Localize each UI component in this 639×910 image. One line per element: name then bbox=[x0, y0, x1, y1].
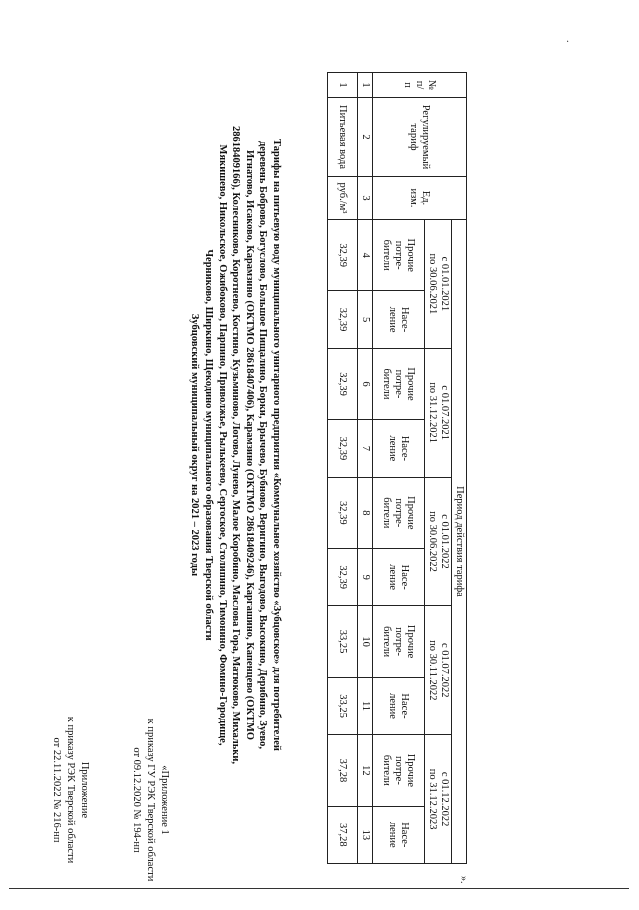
footer-mark: . bbox=[564, 40, 575, 43]
index-cell: 1 bbox=[358, 73, 373, 98]
value-cell: 32,39 bbox=[328, 348, 358, 419]
row-num-cell: 1 bbox=[328, 73, 358, 98]
col-header-tariff: Регулируемый тариф bbox=[373, 98, 467, 177]
table-row bbox=[328, 73, 358, 864]
appendix-quote-header bbox=[129, 690, 171, 910]
appendix-header-line: Приложение bbox=[79, 761, 90, 819]
title-line: деревень Боброво, Богуслово, Большое Пищалино, Борки, Брычево, Бубново, Веригино, Выгодово, Высокино, Дерибино, Зуево, bbox=[257, 140, 269, 750]
index-cell: 5 bbox=[358, 291, 373, 348]
col-header-num: № п/ п bbox=[373, 73, 467, 98]
index-cell: 9 bbox=[358, 549, 373, 606]
index-cell: 11 bbox=[358, 677, 373, 734]
closing-quote-mark: ». bbox=[458, 876, 469, 884]
index-cell: 13 bbox=[358, 806, 373, 863]
subheader-other: Прочие потре- бители bbox=[373, 606, 425, 677]
row-unit-cell: руб./м³ bbox=[328, 177, 358, 220]
period-cell: с 01.01.2021 по 30.06.2021 bbox=[425, 220, 452, 349]
value-cell: 32,39 bbox=[328, 477, 358, 548]
value-cell: 33,25 bbox=[328, 677, 358, 734]
value-cell: 37,28 bbox=[328, 806, 358, 863]
appendix-quote-line: от 09.12.2020 № 194-нп bbox=[131, 747, 142, 853]
scan-edge-line bbox=[9, 888, 629, 889]
title-line: Черниково, Ширкино, Щекодино муниципального образования Тверской области bbox=[203, 249, 215, 641]
subheader-population: Насе- ление bbox=[373, 806, 425, 863]
appendix-quote-line: к приказу ГУ РЭК Тверской области bbox=[145, 718, 156, 882]
subheader-other: Прочие потре- бители bbox=[373, 348, 425, 419]
period-cell: с 01.12.2022 по 31.12.2023 bbox=[425, 735, 452, 864]
title-line: Мякишево, Никольское, Ожибоково, Парпино, Приволжье, Рылькеево, Сергоское, Столипино, Тимонино, Фомино-Городище, bbox=[216, 144, 228, 746]
title-line: Игнатово, Исаково, Карамзино (ОКТМО 28618407406), Карамзино (ОКТМО 28618409246), Каргашино, Капенцево (ОКТМО bbox=[243, 149, 255, 741]
index-cell: 7 bbox=[358, 420, 373, 477]
value-cell: 32,39 bbox=[328, 549, 358, 606]
appendix-header-line: к приказу РЭК Тверской области bbox=[65, 716, 76, 864]
index-cell: 8 bbox=[358, 477, 373, 548]
subheader-population: Насе- ление bbox=[373, 291, 425, 348]
title-line: 28618409166), Колесниково, Коротнево, Костино, Кузьминово, Логово, Лунево, Малое Коробино, Маслова Гора, Матюково, Михальки, bbox=[230, 125, 242, 765]
value-cell: 33,25 bbox=[328, 606, 358, 677]
subheader-other: Прочие потре- бители bbox=[373, 220, 425, 291]
subheader-population: Насе- ление bbox=[373, 677, 425, 734]
appendix-header bbox=[49, 690, 91, 890]
tariff-table bbox=[327, 72, 467, 864]
period-cell: с 01.07.2021 по 31.12.2021 bbox=[425, 348, 452, 477]
col-header-unit: Ед. изм. bbox=[373, 177, 467, 220]
appendix-header-line: от 22.11.2022 № 216-нп bbox=[51, 737, 62, 843]
table-header-row bbox=[452, 73, 467, 864]
table-index-row bbox=[358, 73, 373, 864]
period-header: Период действия тарифа bbox=[452, 220, 467, 864]
appendix-quote-line: «Приложение 1 bbox=[159, 765, 170, 835]
document-title bbox=[188, 20, 283, 870]
index-cell: 3 bbox=[358, 177, 373, 220]
row-tariff-cell: Питьевая вода bbox=[328, 98, 358, 177]
value-cell: 32,39 bbox=[328, 220, 358, 291]
subheader-other: Прочие потре- бители bbox=[373, 477, 425, 548]
index-cell: 12 bbox=[358, 735, 373, 806]
subheader-population: Насе- ление bbox=[373, 420, 425, 477]
subheader-other: Прочие потре- бители bbox=[373, 735, 425, 806]
index-cell: 6 bbox=[358, 348, 373, 419]
period-cell: с 01.07.2022 по 30.11.2022 bbox=[425, 606, 452, 735]
value-cell: 32,39 bbox=[328, 420, 358, 477]
value-cell: 32,39 bbox=[328, 291, 358, 348]
value-cell: 37,28 bbox=[328, 735, 358, 806]
index-cell: 2 bbox=[358, 98, 373, 177]
title-line: Зубцовский муниципальный округ на 2021 – 2023 годы bbox=[189, 313, 201, 577]
index-cell: 10 bbox=[358, 606, 373, 677]
title-line: Тарифы на питьевую воду муниципального унитарного предприятия «Коммунальное хозяйство «Зубцовское» для потребителей bbox=[271, 139, 282, 751]
index-cell: 4 bbox=[358, 220, 373, 291]
subheader-population: Насе- ление bbox=[373, 549, 425, 606]
period-cell: с 01.01.2022 по 30.06.2022 bbox=[425, 477, 452, 606]
